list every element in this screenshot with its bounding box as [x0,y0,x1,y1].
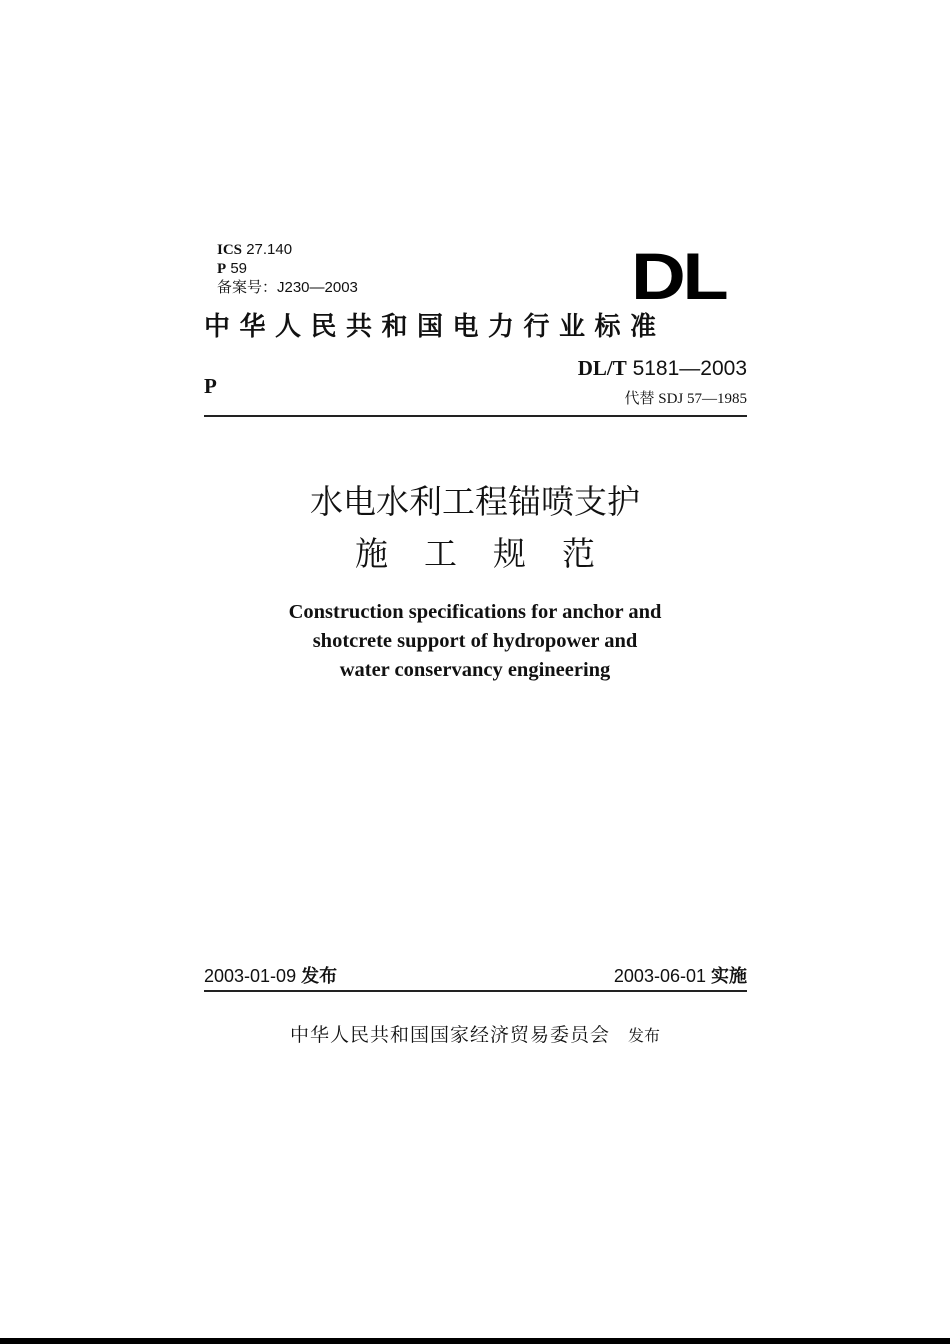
issuer-name: 中华人民共和国国家经济贸易委员会 [289,1025,610,1046]
standard-code [578,356,747,381]
footer-divider [204,990,747,992]
ics-number [217,240,292,260]
standard-code-prefix: DL/T [577,356,627,380]
implement-date-label: 实施 [711,966,747,986]
chinese-title-line-2: 施工规范 [355,534,631,573]
category-letter: P [204,374,217,398]
replaces-note: 代替 SDJ 57—1985 [624,391,747,407]
chinese-title-line-1: 水电水利工程锚喷支护 [310,482,640,521]
implement-date [614,962,747,988]
issue-date [204,962,337,988]
ics-label: ICS [217,242,243,258]
standard-type-title: 中华人民共和国电力行业标准 [204,311,666,341]
ics-value: 27.140 [246,241,293,258]
implement-date-value: 2003-06-01 [613,966,706,986]
header-divider [204,415,747,417]
ccs-value: 59 [230,260,248,277]
english-title-line-3: water conservancy engineering [339,659,611,681]
ccs-label: P [217,261,227,277]
issuer [0,1020,950,1047]
page-bottom-border [0,1338,950,1344]
ccs-number [217,259,247,279]
english-title-line-2: shotcrete support of hydropower and [312,630,638,652]
issuer-suffix: 发布 [628,1028,661,1045]
english-title-line-1: Construction specifications for anchor and [288,601,662,623]
record-number: 备案号：J230—2003 [217,279,358,296]
issue-date-value: 2003-01-09 [204,966,297,986]
dl-logo: DL [631,239,726,313]
issue-date-label: 发布 [301,966,338,986]
standard-code-number: 5181—2003 [632,357,747,380]
